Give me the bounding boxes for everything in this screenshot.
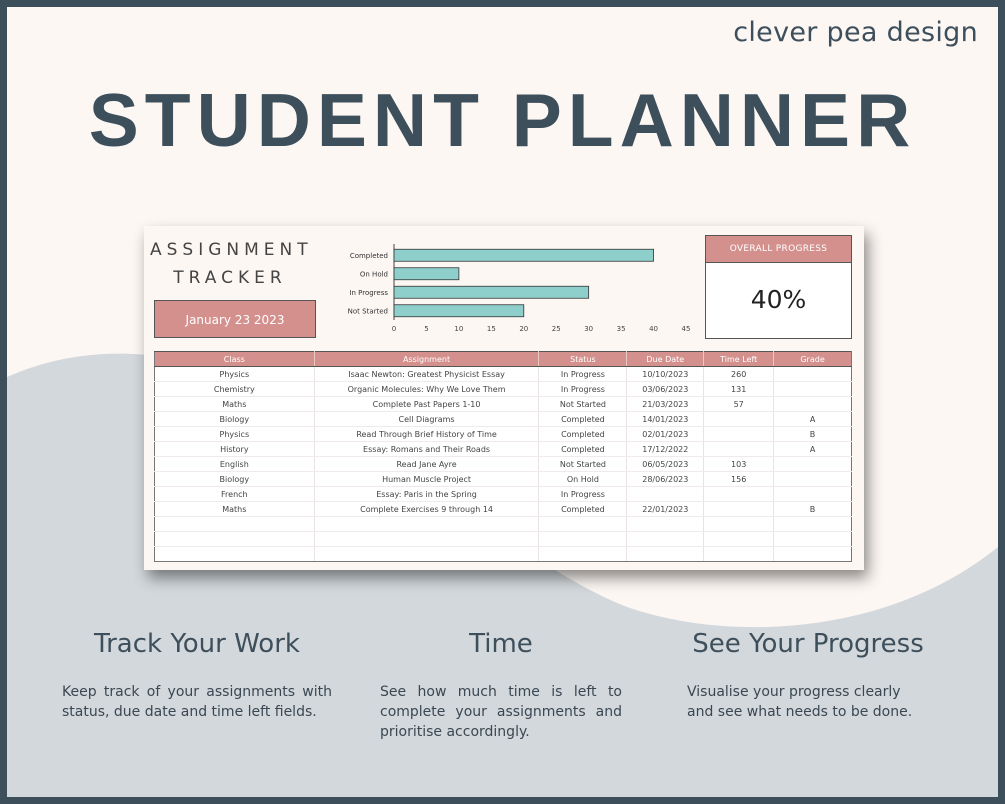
table-cell: Not Started [539,457,627,472]
overall-progress-label: OVERALL PROGRESS [706,236,851,263]
table-cell: 14/01/2023 [627,412,704,427]
table-cell [704,442,774,457]
table-cell: In Progress [539,367,627,382]
table-cell: Physics [155,427,315,442]
table-cell [774,397,852,412]
chart-category-label: Not Started [347,307,388,316]
table-cell: 02/01/2023 [627,427,704,442]
table-row [155,427,852,442]
table-row [155,502,852,517]
table-cell [774,532,852,547]
table-row [155,367,852,382]
table-cell: Read Through Brief History of Time [314,427,539,442]
table-cell [774,517,852,532]
table-cell: Physics [155,367,315,382]
table-cell: French [155,487,315,502]
table-cell: Biology [155,472,315,487]
chart-tick-label: 20 [519,325,529,333]
table-cell [704,517,774,532]
table-body [155,367,852,562]
table-row [155,547,852,562]
table-cell: Complete Past Papers 1-10 [314,397,539,412]
table-cell: 17/12/2022 [627,442,704,457]
table-row [155,457,852,472]
table-cell: 28/06/2023 [627,472,704,487]
table-cell: Cell Diagrams [314,412,539,427]
table-cell: Maths [155,502,315,517]
table-cell [627,487,704,502]
table-cell: A [774,412,852,427]
table-cell [704,412,774,427]
table-cell [539,517,627,532]
table-cell: 06/05/2023 [627,457,704,472]
table-row [155,412,852,427]
tracker-title [150,236,313,292]
date-box: January 23 2023 [154,300,316,338]
table-cell: 21/03/2023 [627,397,704,412]
chart-category-label: In Progress [349,288,388,297]
table-cell: Completed [539,502,627,517]
chart-tick-label: 40 [649,325,659,333]
table-row [155,382,852,397]
chart-tick-label: 0 [391,325,397,333]
table-cell [774,472,852,487]
table-cell: 22/01/2023 [627,502,704,517]
page-title: STUDENT PLANNER [88,78,917,162]
chart-tick-label: 5 [424,325,429,333]
column-header: Class [155,352,315,367]
table-cell: In Progress [539,382,627,397]
table-cell [774,547,852,562]
table-cell [774,457,852,472]
table-cell: English [155,457,315,472]
table-row [155,517,852,532]
table-cell: Completed [539,442,627,457]
table-cell [627,547,704,562]
chart-bar [394,268,459,280]
column-header: Assignment [314,352,539,367]
table-cell: Essay: Paris in the Spring [314,487,539,502]
chart-bar [394,305,524,317]
table-cell [627,532,704,547]
table-cell: 10/10/2023 [627,367,704,382]
feature-text: Visualise your progress clearly and see what needs to be done. [687,684,913,720]
table-cell [539,547,627,562]
table-cell [704,487,774,502]
table-cell [704,532,774,547]
column-header: Due Date [627,352,704,367]
table-cell: Essay: Romans and Their Roads [314,442,539,457]
chart-tick-label: 45 [681,325,691,333]
chart-bar [394,286,589,298]
table-cell [314,547,539,562]
table-cell: 156 [704,472,774,487]
table-cell [314,532,539,547]
table-row [155,397,852,412]
table-cell: Complete Exercises 9 through 14 [314,502,539,517]
table-cell: Isaac Newton: Greatest Physicist Essay [314,367,539,382]
feature-heading: See Your Progress [692,629,924,659]
table-cell: 131 [704,382,774,397]
feature-heading: Time [469,629,533,659]
table-cell: In Progress [539,487,627,502]
table-cell [155,517,315,532]
overall-progress-box [705,235,852,339]
table-cell: 103 [704,457,774,472]
table-cell: Read Jane Ayre [314,457,539,472]
table-cell [774,382,852,397]
table-cell [314,517,539,532]
assignment-tracker-sheet [144,226,864,570]
column-header: Status [539,352,627,367]
chart-tick-label: 30 [584,325,594,333]
table-cell: Chemistry [155,382,315,397]
table-cell [539,532,627,547]
chart-bar [394,249,654,261]
promo-frame [7,7,998,797]
column-header: Grade [774,352,852,367]
table-cell: Completed [539,427,627,442]
table-row [155,442,852,457]
feature-text: See how much time is left to complete your assignments and prioritise accordingly. [380,684,622,740]
table-row [155,472,852,487]
feature-heading: Track Your Work [94,629,300,659]
chart-tick-label: 25 [551,325,561,333]
feature-track-work [62,629,332,722]
table-cell: B [774,427,852,442]
table-cell: History [155,442,315,457]
table-row [155,487,852,502]
brand-name: clever pea design [733,17,978,48]
table-cell: Not Started [539,397,627,412]
tracker-title-line2: TRACKER [173,268,287,288]
table-cell: Completed [539,412,627,427]
table-cell: Maths [155,397,315,412]
feature-time [380,629,622,742]
table-cell: 03/06/2023 [627,382,704,397]
feature-text: Keep track of your assignments with status, due date and time left fields. [62,684,332,720]
table-cell: 57 [704,397,774,412]
table-cell: A [774,442,852,457]
table-cell [704,547,774,562]
tracker-title-line1: ASSIGNMENT [150,240,313,260]
table-cell: Human Muscle Project [314,472,539,487]
table-cell [774,487,852,502]
overall-progress-value: 40% [750,285,807,314]
chart-tick-label: 35 [616,325,626,333]
table-row [155,532,852,547]
status-bar-chart [334,240,694,340]
table-cell [704,427,774,442]
column-header: Time Left [704,352,774,367]
chart-tick-label: 15 [486,325,496,333]
chart-category-label: On Hold [359,270,388,279]
table-cell: 260 [704,367,774,382]
table-cell: Organic Molecules: Why We Love Them [314,382,539,397]
table-cell [155,532,315,547]
table-cell: On Hold [539,472,627,487]
table-header-row [155,352,852,367]
chart-tick-label: 10 [454,325,464,333]
table-cell: B [774,502,852,517]
table-cell [774,367,852,382]
table-cell [627,517,704,532]
feature-see-progress [687,629,929,722]
table-cell: Biology [155,412,315,427]
chart-category-label: Completed [349,251,388,260]
table-cell [704,502,774,517]
assignment-table [154,351,852,562]
table-cell [155,547,315,562]
